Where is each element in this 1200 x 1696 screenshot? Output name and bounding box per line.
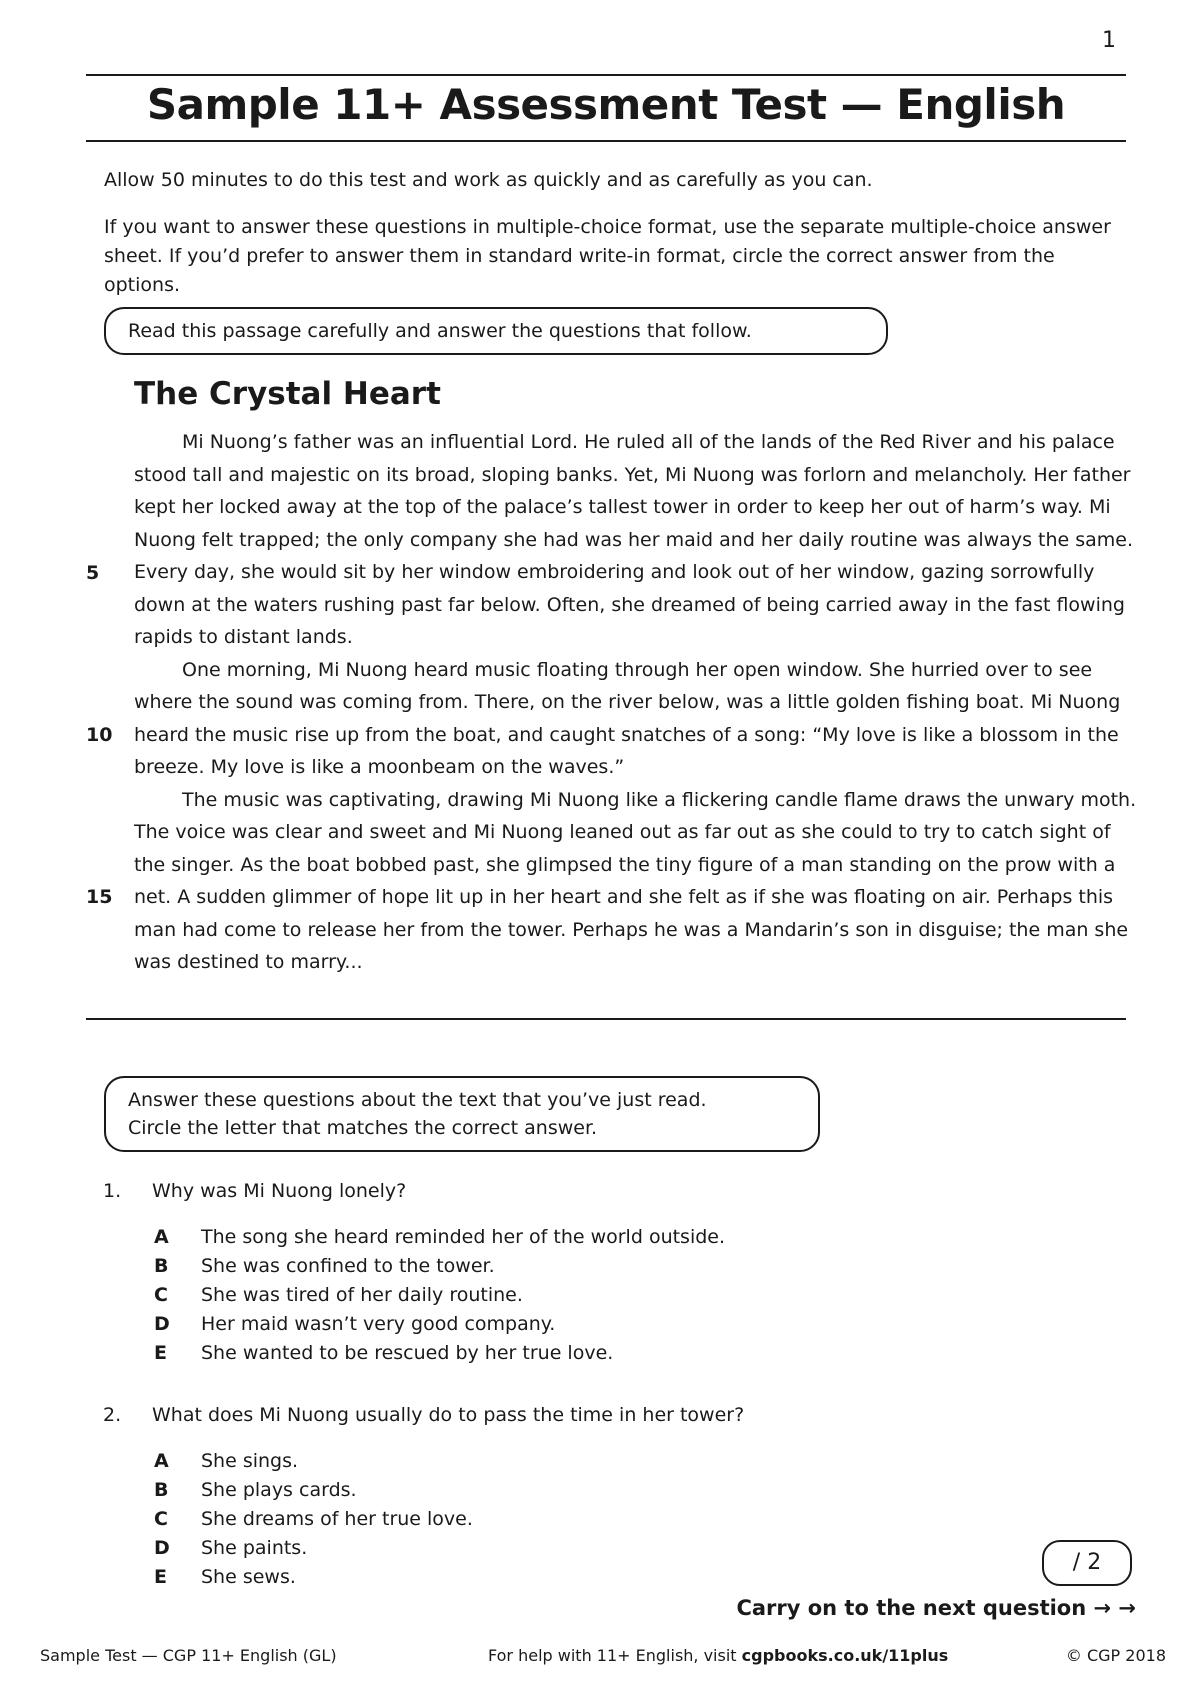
question-1-number: 1. [103,1180,122,1202]
line-number-15: 15 [86,886,113,908]
q2-option-c-text: She dreams of her true love. [201,1508,473,1530]
q2-option-e-letter[interactable]: E [154,1566,167,1588]
footer-help-text: For help with 11+ English, visit [488,1646,737,1665]
question-instruction-box [104,1076,820,1152]
q2-option-c-letter[interactable]: C [154,1508,168,1530]
title-top-rule [86,74,1126,76]
q2-option-d-letter[interactable]: D [154,1537,170,1559]
q1-option-b-text: She was confined to the tower. [201,1255,495,1277]
intro-time-allowance: Allow 50 minutes to do this test and work as quickly and as carefully as you can. [104,169,873,191]
passage-paragraph: Mi Nuong’s father was an influential Lord. He ruled all of the lands of the Red River and his palace stood tall and majestic on its broad, sloping banks. Yet, Mi Nuong was forlorn and melancholy. Her father kept her locked away at the top of the palace’s tallest tower in order to keep her out of harm’s way. Mi Nuong felt trapped; the only company she had was her maid and her daily routine was always the same. Every day, she would sit by her window embroidering and look out of her window, gazing sorrowfully down at the waters rushing past far below. Often, she dreamed of being carried away in the fast flowing rapids to distant lands. [134,431,1134,648]
question-instruction-line: Circle the letter that matches the correct answer. [128,1117,598,1139]
passage-end-rule [86,1018,1126,1020]
carry-on-prompt: Carry on to the next question → → [736,1596,1136,1620]
question-instruction-line: Answer these questions about the text that you’ve just read. [128,1089,707,1111]
passage-instruction-text: Read this passage carefully and answer the questions that follow. [128,320,752,342]
q1-option-b-letter[interactable]: B [154,1255,169,1277]
question-1-text: Why was Mi Nuong lonely? [152,1180,407,1202]
q1-option-a-text: The song she heard reminded her of the world outside. [201,1226,726,1248]
q2-option-d-text: She paints. [201,1537,308,1559]
title-bottom-rule [86,140,1126,142]
q2-option-b-text: She plays cards. [201,1479,357,1501]
question-2-text: What does Mi Nuong usually do to pass the time in her tower? [152,1404,745,1426]
q1-option-c-text: She was tired of her daily routine. [201,1284,523,1306]
score-box[interactable] [1042,1540,1132,1586]
passage-paragraph: One morning, Mi Nuong heard music floating through her open window. She hurried over to see where the sound was coming from. There, on the river below, was a little golden fishing boat. Mi Nuong heard the music rise up from the boat, and caught snatches of a song: “My love is like a blossom in the breeze. My love is like a moonbeam on the waves.” [134,658,1121,778]
q1-option-e-text: She wanted to be rescued by her true love. [201,1342,614,1364]
footer-help [488,1646,948,1665]
question-2-number: 2. [103,1404,122,1426]
q1-option-d-text: Her maid wasn’t very good company. [201,1313,556,1335]
q1-option-e-letter[interactable]: E [154,1342,167,1364]
q2-option-e-text: She sews. [201,1566,296,1588]
footer-copyright: © CGP 2018 [1065,1646,1166,1665]
q2-option-b-letter[interactable]: B [154,1479,169,1501]
page-number: 1 [1102,28,1116,53]
q1-option-a-letter[interactable]: A [154,1226,169,1248]
passage-instruction-box [104,307,888,355]
passage-body [134,426,1144,979]
q2-option-a-text: She sings. [201,1450,299,1472]
q2-option-a-letter[interactable]: A [154,1450,169,1472]
line-number-5: 5 [86,562,100,584]
passage-paragraph: The music was captivating, drawing Mi Nuong like a flickering candle flame draws the unwary moth. The voice was clear and sweet and Mi Nuong leaned out as far out as she could to try to catch sight of the singer. As the boat bobbed past, she glimpsed the tiny figure of a man standing on the prow with a net. A sudden glimmer of hope lit up in her heart and she felt as if she was floating on air. Perhaps this man had come to release her from the tower. Perhaps he was a Mandarin’s son in disguise; the man she was destined to marry... [134,788,1137,973]
q1-option-d-letter[interactable]: D [154,1313,170,1335]
passage-title: The Crystal Heart [134,376,441,412]
line-number-10: 10 [86,724,113,746]
score-text: / 2 [1072,1550,1102,1575]
q1-option-c-letter[interactable]: C [154,1284,168,1306]
footer-help-link[interactable]: cgpbooks.co.uk/11plus [741,1646,949,1665]
page-title: Sample 11+ Assessment Test — English [146,80,1066,129]
intro-answer-format: If you want to answer these questions in multiple-choice format, use the separate multiple-choice answer sheet. If you’d prefer to answer them in standard write-in format, circle the correct answer from the options. [104,216,1111,296]
footer-left: Sample Test — CGP 11+ English (GL) [40,1646,337,1665]
